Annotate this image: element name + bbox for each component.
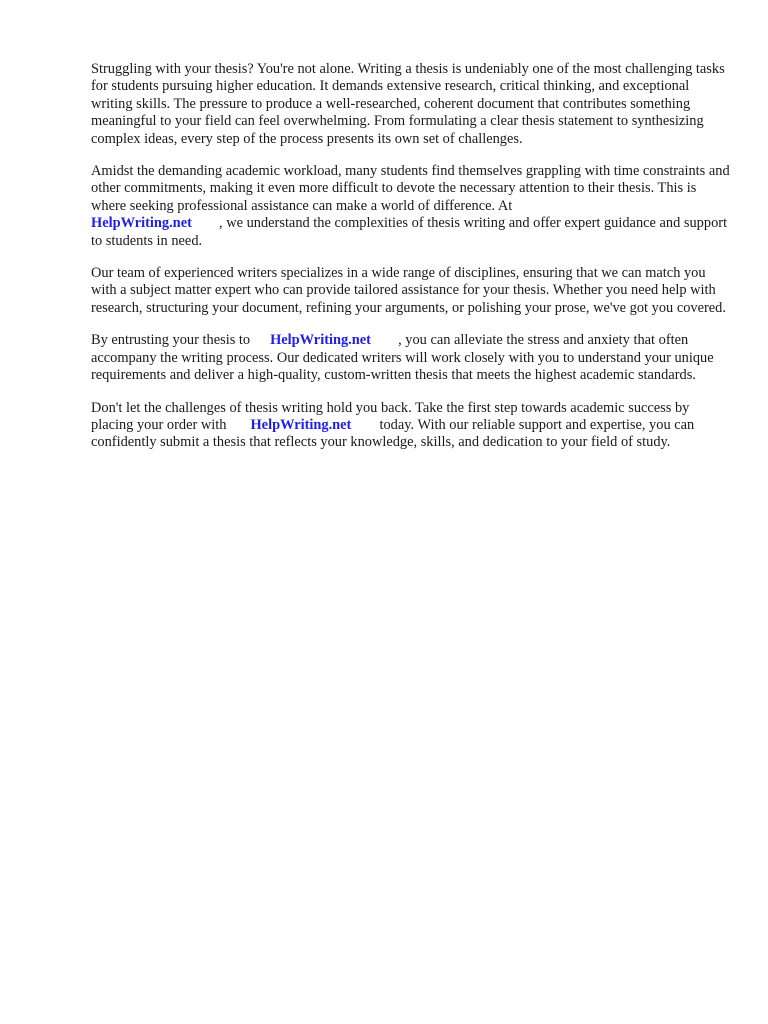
paragraph-entrusting-text-after: , you can alleviate the stress and anxiety that often accompany the writing process. Our dedicated writers will work closely with you to understand your unique requirements and deliver a high-quality, custom-written thesis that meets the highest academic standards. [91, 332, 714, 384]
paragraph-intro [91, 61, 731, 148]
paragraph-team [91, 265, 731, 317]
helpwriting-link-3[interactable]: HelpWriting.net [250, 416, 352, 433]
helpwriting-link-2[interactable]: HelpWriting.net [270, 332, 371, 349]
paragraph-entrusting-text-before: By entrusting your thesis to [91, 332, 251, 349]
paragraph-intro-text: Struggling with your thesis? You're not alone. Writing a thesis is undeniably one of the most challenging tasks for students pursuing higher education. It demands extensive research, critical thinking, and exceptional writing skills. The pressure to produce a well-researched, coherent document that contributes something meaningful to your field can feel overwhelming. From formulating a clear thesis statement to synthesizing complex ideas, every step of the process presents its own set of challenges. [91, 61, 725, 147]
paragraph-cta-text-after: today. With our reliable support and expertise, you can confidently submit a thesis that reflects your knowledge, skills, and dedication to your field of study. [91, 416, 695, 451]
paragraph-assistance-text-after: , we understand the complexities of thesis writing and offer expert guidance and support to students in need. [91, 215, 728, 249]
paragraph-entrusting [91, 332, 731, 384]
document-body [91, 61, 731, 467]
paragraph-team-text: Our team of experienced writers specializes in a wide range of disciplines, ensuring that we can match you with a subject matter expert who can provide tailored assistance for your thesis. Whether you need help with research, structuring your document, refining your arguments, or polishing your prose, we've got you covered. [91, 265, 726, 316]
paragraph-cta-text-before: Don't let the challenges of thesis writing hold you back. Take the first step towards academic success by placing your order with [91, 399, 690, 433]
paragraph-assistance-text-before: Amidst the demanding academic workload, many students find themselves grappling with time constraints and other commitments, making it even more difficult to devote the necessary attention to their thesis. This is where seeking professional assistance can make a world of difference. At [91, 163, 730, 214]
paragraph-call-to-action [91, 400, 731, 452]
helpwriting-link-1[interactable]: HelpWriting.net [91, 215, 192, 232]
paragraph-assistance [91, 163, 731, 250]
